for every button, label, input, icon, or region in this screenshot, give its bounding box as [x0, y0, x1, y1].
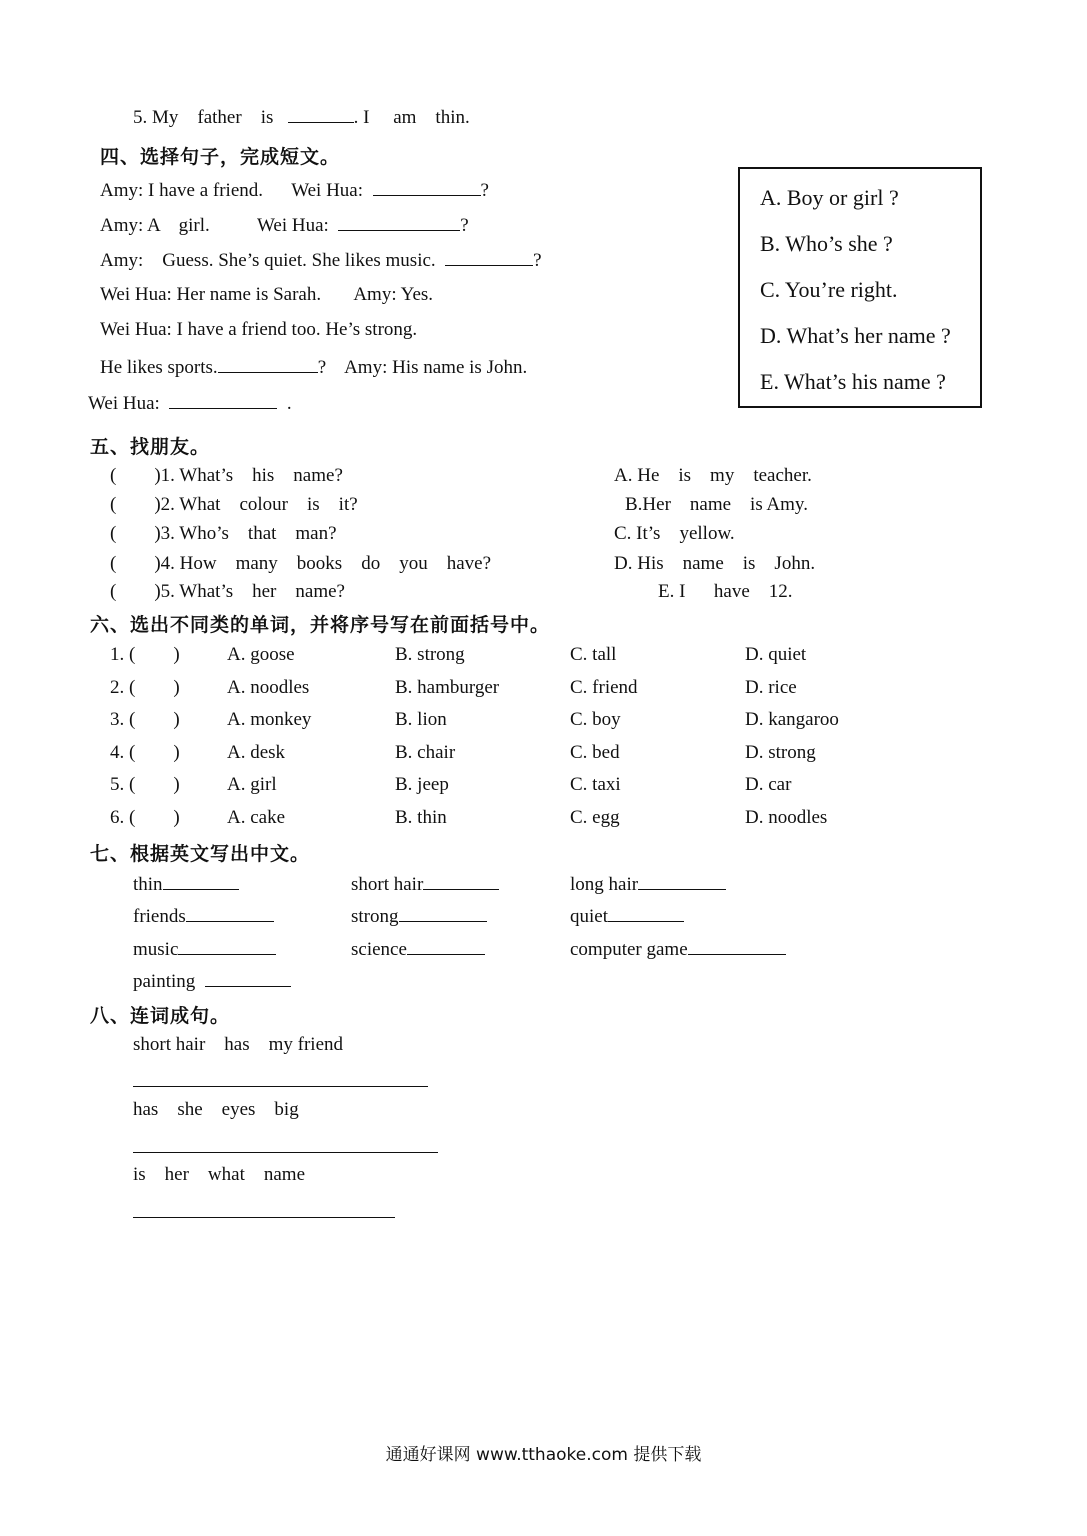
match-right-b: B.Her name is Amy.: [625, 494, 808, 515]
translate-item: friends: [133, 904, 274, 928]
option-e: E. What’s his name ?: [760, 369, 946, 394]
odd-row-3-a: A. monkey: [227, 709, 312, 730]
dialogue-line-3: Amy: Guess. She’s quiet. She likes music. ?: [100, 250, 542, 271]
odd-row-3-c: C. boy: [570, 709, 621, 730]
item-5: [133, 105, 470, 129]
item-5-text: 5. My father is: [133, 107, 274, 128]
section-8-heading: 八、连词成句。: [90, 1005, 231, 1027]
odd-row-6-b: B. thin: [395, 807, 447, 828]
odd-row-1-c: C. tall: [570, 644, 617, 665]
match-right-d: D. His name is John.: [614, 553, 816, 574]
odd-row-5: 5. ( ): [110, 774, 180, 795]
odd-row-6-a: A. cake: [227, 807, 286, 828]
dialogue-line-4: Wei Hua: Her name is Sarah. Amy: Yes.: [100, 284, 434, 305]
translate-item: painting: [133, 969, 291, 993]
odd-row-5-a: A. girl: [227, 774, 277, 795]
dialogue-line-7: Wei Hua: .: [88, 393, 292, 414]
answer-blank[interactable]: [373, 178, 481, 196]
answer-blank[interactable]: [205, 969, 291, 987]
answer-blank[interactable]: [445, 248, 533, 266]
odd-row-3: 3. ( ): [110, 709, 180, 730]
odd-row-5-c: C. taxi: [570, 774, 621, 795]
odd-row-1-d: D. quiet: [745, 644, 807, 665]
translate-item: science: [351, 937, 485, 961]
answer-blank[interactable]: [178, 937, 276, 955]
item-5-text-end: . I am thin.: [353, 107, 470, 128]
option-c: C. You’re right.: [760, 277, 898, 302]
odd-row-4: 4. ( ): [110, 742, 180, 763]
answer-blank[interactable]: [163, 872, 239, 890]
odd-row-2-a: A. noodles: [227, 677, 310, 698]
odd-row-4-b: B. chair: [395, 742, 456, 763]
match-left-1: ( )1. What’s his name?: [110, 465, 343, 486]
scramble-item-1: short hair has my friend: [133, 1034, 344, 1055]
dialogue-line-2: Amy: A girl. Wei Hua: ?: [100, 215, 469, 236]
odd-row-2: 2. ( ): [110, 677, 180, 698]
odd-row-4-d: D. strong: [745, 742, 816, 763]
match-right-a: A. He is my teacher.: [614, 465, 812, 486]
answer-blank[interactable]: [608, 904, 684, 922]
odd-row-2-b: B. hamburger: [395, 677, 500, 698]
option-b: B. Who’s she ?: [760, 231, 893, 256]
odd-row-4-a: A. desk: [227, 742, 286, 763]
answer-blank[interactable]: [338, 213, 460, 231]
odd-row-6-d: D. noodles: [745, 807, 828, 828]
translate-item: quiet: [570, 904, 684, 928]
match-right-c: C. It’s yellow.: [614, 523, 735, 544]
answer-line[interactable]: [133, 1152, 438, 1153]
answer-blank[interactable]: [288, 105, 354, 123]
match-left-5: ( )5. What’s her name?: [110, 581, 345, 602]
answer-line[interactable]: [133, 1086, 428, 1087]
translate-item: thin: [133, 872, 239, 896]
option-a: A. Boy or girl ?: [760, 185, 899, 210]
translate-item: music: [133, 937, 276, 961]
options-box: [738, 167, 982, 408]
section-5-heading: 五、找朋友。: [90, 436, 211, 458]
match-right-e: E. I have 12.: [658, 581, 793, 602]
answer-blank[interactable]: [186, 904, 274, 922]
section-6-heading: 六、选出不同类的单词，并将序号写在前面括号中。: [90, 614, 551, 636]
option-d: D. What’s her name ?: [760, 323, 951, 348]
translate-item: computer game: [570, 937, 786, 961]
translate-item: short hair: [351, 872, 499, 896]
scramble-item-3: is her what name: [133, 1164, 306, 1185]
odd-row-2-c: C. friend: [570, 677, 638, 698]
odd-row-5-d: D. car: [745, 774, 792, 795]
odd-row-6-c: C. egg: [570, 807, 620, 828]
dialogue-line-1: Amy: I have a friend. Wei Hua: ?: [100, 180, 489, 201]
dialogue-line-6: He likes sports. ? Amy: His name is John.: [100, 357, 528, 378]
answer-blank[interactable]: [688, 937, 786, 955]
answer-blank[interactable]: [169, 391, 277, 409]
match-left-3: ( )3. Who’s that man?: [110, 523, 337, 544]
odd-row-3-b: B. lion: [395, 709, 447, 730]
odd-row-1-a: A. goose: [227, 644, 295, 665]
odd-row-5-b: B. jeep: [395, 774, 449, 795]
footer-credit: 通通好课网 www.tthaoke.com 提供下载: [385, 1445, 702, 1465]
answer-blank[interactable]: [638, 872, 726, 890]
answer-blank[interactable]: [218, 355, 318, 373]
dialogue-line-5: Wei Hua: I have a friend too. He’s strong.: [100, 319, 418, 340]
translate-item: long hair: [570, 872, 726, 896]
answer-blank[interactable]: [399, 904, 487, 922]
odd-row-4-c: C. bed: [570, 742, 620, 763]
odd-row-3-d: D. kangaroo: [745, 709, 839, 730]
match-left-2: ( )2. What colour is it?: [110, 494, 358, 515]
odd-row-2-d: D. rice: [745, 677, 797, 698]
section-7-heading: 七、根据英文写出中文。: [90, 843, 311, 865]
odd-row-1-b: B. strong: [395, 644, 465, 665]
section-4-heading: 四、选择句子，完成短文。: [100, 146, 341, 168]
answer-blank[interactable]: [423, 872, 499, 890]
answer-line[interactable]: [133, 1217, 395, 1218]
odd-row-1: 1. ( ): [110, 644, 180, 665]
answer-blank[interactable]: [407, 937, 485, 955]
match-left-4: ( )4. How many books do you have?: [110, 553, 492, 574]
scramble-item-2: has she eyes big: [133, 1099, 299, 1120]
odd-row-6: 6. ( ): [110, 807, 180, 828]
translate-item: strong: [351, 904, 487, 928]
